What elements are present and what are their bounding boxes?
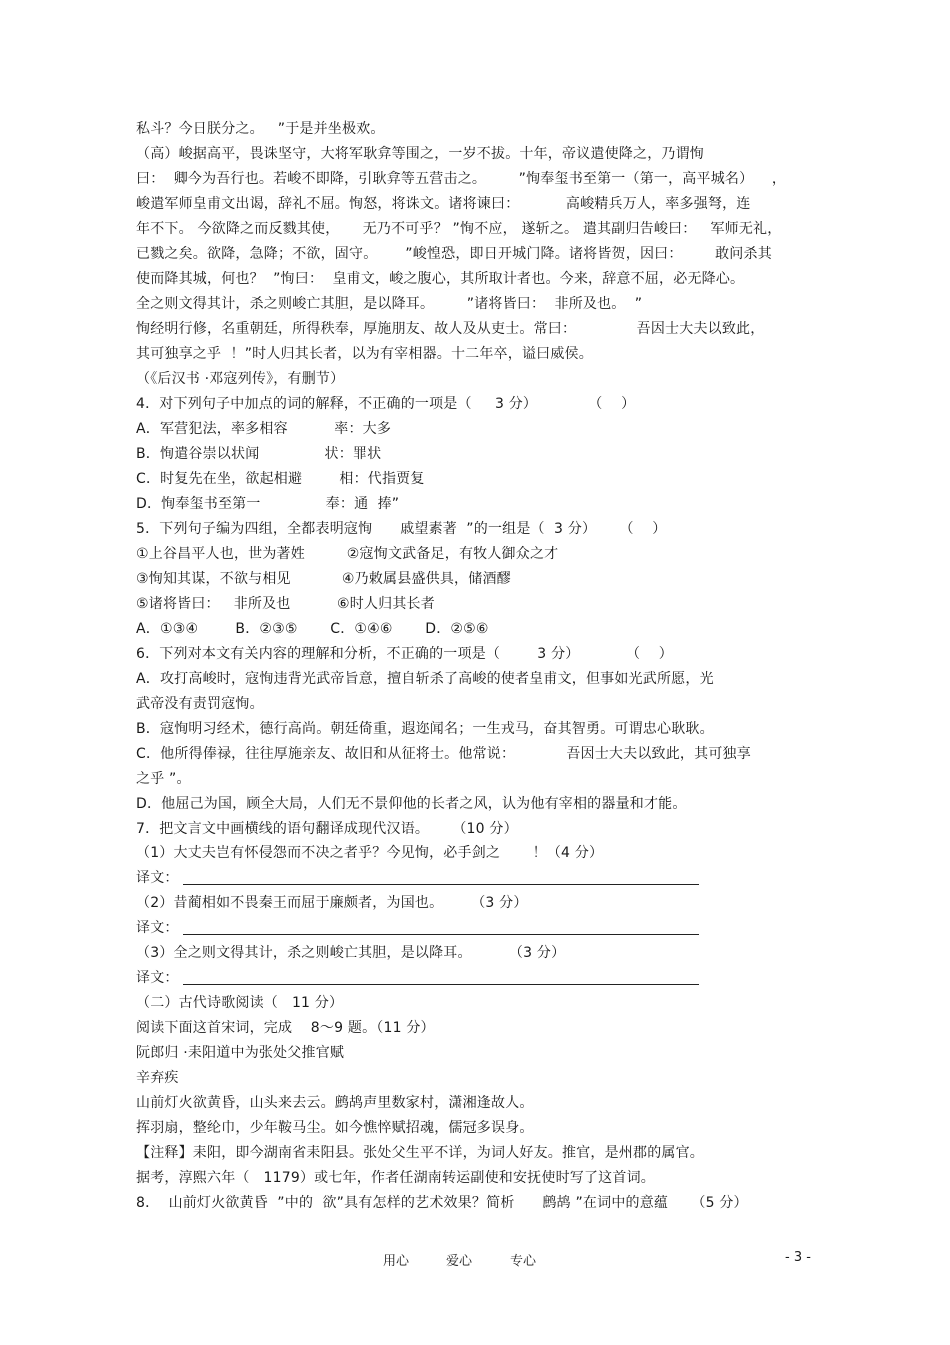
text-line: ⑤诸将皆曰： 非所及也 ⑥时人归其长者 xyxy=(136,596,435,612)
text-line: 私斗？今日朕分之。 ”于是并坐极欢。 xyxy=(136,121,385,137)
poem-line: 挥羽扇，整纶巾，少年鞍马尘。如今憔悴赋招魂，儒冠多误身。 xyxy=(136,1120,534,1136)
poem-author: 辛弃疾 xyxy=(136,1070,179,1086)
translate-item-2: （2）昔蔺相如不畏秦王而屈于廉颇者，为国也。 （3 分） xyxy=(136,895,528,911)
answer-options: A．①③④ B．②③⑤ C．①④⑥ D．②⑤⑥ xyxy=(136,621,489,637)
section-heading: （二）古代诗歌阅读（ 11 分） xyxy=(136,995,344,1011)
text-line: 已戮之矣。欲降，急降；不欲，固守。 ”峻惶恐，即日开城门降。诸将皆贺，因曰： 敢问杀其 xyxy=(136,246,772,262)
option-a: A．攻打高峻时，寇恂违背光武帝旨意，擅自斩杀了高峻的使者皇甫文，但事如光武所愿，光 xyxy=(136,671,714,687)
option-c: C．时复先在坐，欲起相避 相：代指贾复 xyxy=(136,471,425,487)
source-citation: （《后汉书 ·邓寇列传》，有删节） xyxy=(136,371,345,387)
footer-text: 专心 xyxy=(510,1254,537,1269)
option-b: B．恂遣谷崇以状闻 状：罪状 xyxy=(136,446,382,462)
question-7: 7．把文言文中画横线的语句翻译成现代汉语。 （10 分） xyxy=(136,821,518,837)
annotation: 据考，淳熙六年（ 1179）或七年，作者任湖南转运副使和安抚使时写了这首词。 xyxy=(136,1170,655,1186)
question-8: 8． 山前灯火欲黄昏 ”中的 欲”具有怎样的艺术效果？简析 鹧鸪 ”在词中的意蕴 （5 分） xyxy=(136,1195,748,1211)
text-line: 年不下。 今欲降之而反戮其使， 无乃不可乎？ ”恂不应， 遂斩之。 遣其副归告峻曰： 军师无礼， xyxy=(136,221,782,237)
translation-label: 译文： xyxy=(136,870,179,886)
text-line: 其可独享之乎 ！”时人归其长者，以为有宰相器。十二年卒，谥曰威侯。 xyxy=(136,346,593,362)
option-d: D．恂奉玺书至第一 奉：通 捧” xyxy=(136,496,400,512)
translation-answer-line[interactable] xyxy=(183,884,699,885)
text-line: （高）峻据高平，畏诛坚守，大将军耿弇等围之，一岁不拔。十年，帝议遣使降之，乃谓恂 xyxy=(136,146,704,162)
footer-text: 爱心 xyxy=(446,1254,473,1269)
translation-label: 译文： xyxy=(136,920,179,936)
option-b: B．寇恂明习经术，德行高尚。朝廷倚重，遐迩闻名；一生戎马，奋其智勇。可谓忠心耿耿。 xyxy=(136,721,714,737)
option-a: A．军营犯法，率多相容 率：大多 xyxy=(136,421,392,437)
text-line: 曰： 卿今为吾行也。若峻不即降，引耿弇等五营击之。 ”恂奉玺书至第一（第一，高平城名） ， xyxy=(136,171,787,187)
text-line: 恂经明行修，名重朝廷，所得秩奉，厚施朋友、故人及从吏士。常曰： 吾因士大夫以致此， xyxy=(136,321,765,337)
translation-answer-line[interactable] xyxy=(183,984,699,985)
question-6: 6．下列对本文有关内容的理解和分析，不正确的一项是（ 3 分） （ ） xyxy=(136,646,673,662)
instruction: 阅读下面这首宋词，完成 8～9 题。（11 分） xyxy=(136,1020,435,1036)
option-d: D．他屈己为国，顾全大局，人们无不景仰他的长者之风，认为他有宰相的器量和才能。 xyxy=(136,796,687,812)
page-number: - 3 - xyxy=(785,1250,811,1265)
text-line: 全之则文得其计，杀之则峻亡其胆，是以降耳。 ”诸将皆曰： 非所及也。 ” xyxy=(136,296,643,312)
annotation: 【注释】耒阳，即今湖南省耒阳县。张处父生平不详，为词人好友。推官，是州郡的属官。 xyxy=(136,1145,704,1161)
poem-title: 阮郎归 ·耒阳道中为张处父推官赋 xyxy=(136,1045,345,1061)
translate-item-3: （3）全之则文得其计，杀之则峻亡其胆，是以降耳。 （3 分） xyxy=(136,945,566,961)
question-5: 5．下列句子编为四组，全都表明寇恂 戚望素著 ”的一组是（ 3 分） （ ） xyxy=(136,521,667,537)
footer-text: 用心 xyxy=(383,1254,410,1269)
translation-label: 译文： xyxy=(136,970,179,986)
text-line: 使而降其城，何也？ ”恂曰： 皇甫文，峻之腹心，其所取计者也。今来，辞意不屈，必无降心。 xyxy=(136,271,745,287)
poem-line: 山前灯火欲黄昏，山头来去云。鹧鸪声里数家村，潇湘逢故人。 xyxy=(136,1095,534,1111)
text-line: 之乎 ”。 xyxy=(136,771,191,787)
option-c: C．他所得俸禄，往往厚施亲友、故旧和从征将士。他常说： 吾因士大夫以致此，其可独享 xyxy=(136,746,751,762)
translation-answer-line[interactable] xyxy=(183,934,699,935)
text-line: ①上谷昌平人也，世为著姓 ②寇恂文武备足，有牧人御众之才 xyxy=(136,546,559,562)
text-line: ③恂知其谋，不欲与相见 ④乃敕属县盛供具，储酒醪 xyxy=(136,571,511,587)
translate-item-1: （1）大丈夫岂有怀侵怨而不决之者乎？今见恂，必手剑之 ！（4 分） xyxy=(136,845,604,861)
text-line: 武帝没有责罚寇恂。 xyxy=(136,696,264,712)
question-4: 4．对下列句子中加点的词的解释，不正确的一项是（ 3 分） （ ） xyxy=(136,396,636,412)
text-line: 峻遣军师皇甫文出谒，辞礼不屈。恂怒，将诛文。诸将谏曰： 高峻精兵万人，率多强弩，连 xyxy=(136,196,751,212)
